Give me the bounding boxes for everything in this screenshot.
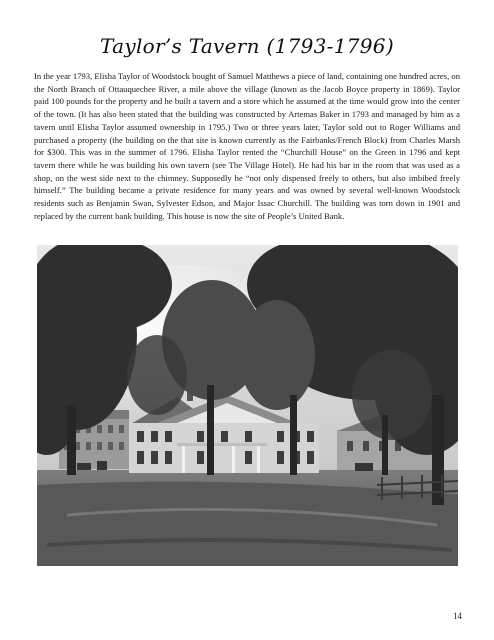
body-paragraph: In the year 1793, Elisha Taylor of Woodstock bought of Samuel Matthews a piece of land, containing one hundred acres, on the North Branch of Ottauquechee River, a mile above the village (known as the Jacob Boyce property in 1869). Taylor paid 100 pounds for the property and he built a tavern and a store which he assumed at the time would grow into the center of the town. (It has also been stated that the building was constructed by Artemas Baker in 1793 and managed by him as a tavern until Elisha Taylor assumed ownership in 1795.) Two or three years later, Taylor sold out to Roger Williams and purchased a property (the building on the that site is known currently as the Fairbanks/French Block) from Charles Marsh for $300. This was in the summer of 1796. Elisha Taylor rented the “Churchill House” on the Green in 1796 and kept tavern there while he was building his own tavern (see The Village Hotel). He had his bar in the room that was used as a shop, on the west side next to the chimney. Supposedly he “not only dispensed freely to others, but also imbibed freely himself.” The building became a private residence for many years and was owned by several well-known Woodstock residents such as Benjamin Swan, Sylvester Edson, and Major Issac Churchill. The building was torn down in 1901 and replaced by the current bank building. This house is now the site of People’s United Bank. bbox=[34, 71, 460, 221]
page-title: Taylor’s Tavern (1793-1796) bbox=[100, 34, 394, 58]
photo-illustration bbox=[37, 245, 458, 566]
historic-photograph bbox=[37, 245, 458, 566]
page-number: 14 bbox=[453, 611, 462, 621]
